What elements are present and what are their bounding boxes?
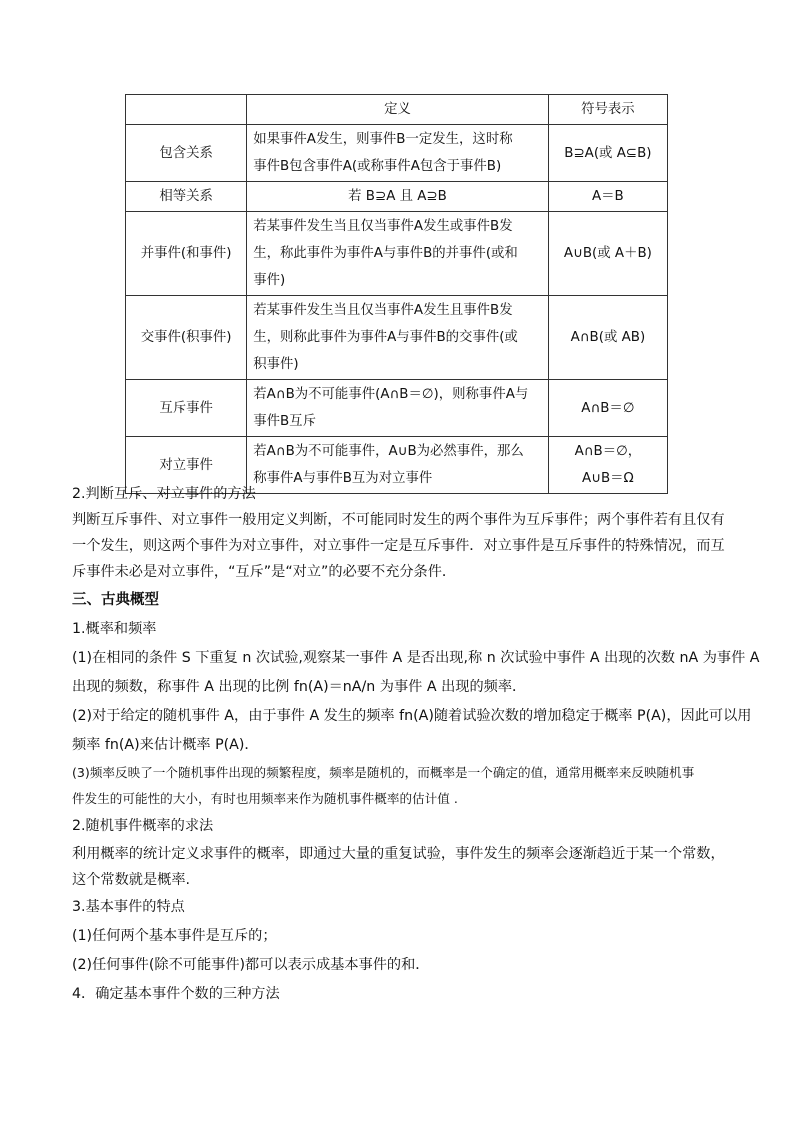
text-line: 斥事件未必是对立事件，“互斥”是“对立”的必要不充分条件． [72,564,457,580]
symbol-cell [548,380,667,437]
paragraph [72,702,752,760]
relation-name-cell: 并事件(和事件) [126,212,247,296]
text-line: 利用概率的统计定义求事件的概率，即通过大量的重复试验，事件发生的频率会逐渐趋近于某一个常数， [72,846,725,862]
definition-cell [247,380,549,437]
text-line: 一个发生，则这两个事件为对立事件，对立事件一定是互斥事件．对立事件是互斥事件的特殊情况，而互 [72,538,725,554]
text-line: 判断互斥事件、对立事件一般用定义判断，不可能同时发生的两个事件为互斥事件；两个事件若有且仅有 [72,512,725,528]
paragraph [72,644,760,702]
text-line: 件发生的可能性的大小，有时也用频率来作为随机事件概率的估计值 . [72,791,458,806]
table-body [126,95,668,494]
text-line: (2)对于给定的随机事件 A，由于事件 A 发生的频率 fn(A)随着试验次数的增加稳定于概率 P(A)，因此可以用 [72,708,752,724]
table-header-row [126,95,668,125]
list-item: (2)任何事件(除不可能事件)都可以表示成基本事件的和． [72,957,430,973]
subsection-title: 3.基本事件的特点 [72,899,185,915]
definition-line: 称事件A与事件B互为对立事件 [253,471,433,486]
symbol-line: A∪B＝Ω [581,471,634,486]
definition-cell [247,212,549,296]
table-header-cell: 符号表示 [548,95,667,125]
symbol-line: A∩B(或 AB) [570,330,646,345]
list-item: (1)任何两个基本事件是互斥的； [72,928,277,944]
relation-name-cell: 互斥事件 [126,380,247,437]
definition-line: 若某事件发生当且仅当事件A发生且事件B发 [253,303,513,318]
definition-line: 积事件) [253,357,299,372]
paragraph [72,841,724,893]
subsection-title: 4．确定基本事件个数的三种方法 [72,986,280,1002]
text-line: (3)频率反映了一个随机事件出现的频繁程度，频率是随机的，而概率是一个确定的值，通常用概率来反映随机事 [72,765,695,780]
definition-cell [247,182,549,212]
symbol-line: A＝B [592,189,624,204]
text-line: (1)在相同的条件 S 下重复 n 次试验,观察某一事件 A 是否出现,称 n 次试验中事件 A 出现的次数 nA 为事件 A [72,650,760,666]
relation-name-cell: 交事件(积事件) [126,296,247,380]
text-line: 频率 fn(A)来估计概率 P(A)． [72,737,259,753]
relation-name-cell: 包含关系 [126,125,247,182]
definition-line: 事件B互斥 [253,414,316,429]
subsection-title: 2.随机事件概率的求法 [72,818,214,834]
table-row [126,125,668,182]
definition-line: 生，称此事件为事件A与事件B的并事件(或和 [253,246,518,261]
section-heading: 三、古典概型 [72,592,159,608]
text-line: 这个常数就是概率. [72,872,191,888]
main-text [72,481,760,1009]
symbol-cell [548,296,667,380]
table-row [126,296,668,380]
symbol-line: A∪B(或 A＋B) [563,246,652,261]
definition-line: 事件) [253,273,286,288]
paragraph [72,507,724,585]
definition-cell [247,296,549,380]
definition-line: 如果事件A发生，则事件B一定发生，这时称 [253,132,513,147]
definition-line: 若 B⊇A 且 A⊇B [348,189,447,204]
event-relations-table [125,94,668,494]
table-row [126,380,668,437]
symbol-cell [548,125,667,182]
paragraph [72,760,724,812]
definition-cell [247,125,549,182]
definition-line: 若A∩B为不可能事件，A∪B为必然事件，那么 [253,444,524,459]
definition-line: 事件B包含事件A(或称事件A包含于事件B) [253,159,502,174]
text-line: 出现的频数，称事件 A 出现的比例 fn(A)＝nA/n 为事件 A 出现的频率． [72,679,527,695]
subsection-title: 1.概率和频率 [72,621,157,637]
symbol-line: B⊇A(或 A⊆B) [564,145,652,161]
definition-line: 若A∩B为不可能事件(A∩B＝∅)，则称事件A与 [253,387,529,402]
symbol-cell [548,182,667,212]
section-title: 2.判断互斥、对立事件的方法 [72,486,256,502]
table-row [126,182,668,212]
definition-line: 生，则称此事件为事件A与事件B的交事件(或 [253,330,518,345]
symbol-line: A∩B＝∅， [574,444,642,459]
table-header-cell [126,95,247,125]
relation-name-cell: 相等关系 [126,182,247,212]
symbol-cell [548,212,667,296]
table-header-cell: 定义 [247,95,549,125]
symbol-line: A∩B＝∅ [581,400,635,416]
relation-name-cell: 对立事件 [126,437,247,494]
table-row [126,212,668,296]
definition-line: 若某事件发生当且仅当事件A发生或事件B发 [253,219,513,234]
